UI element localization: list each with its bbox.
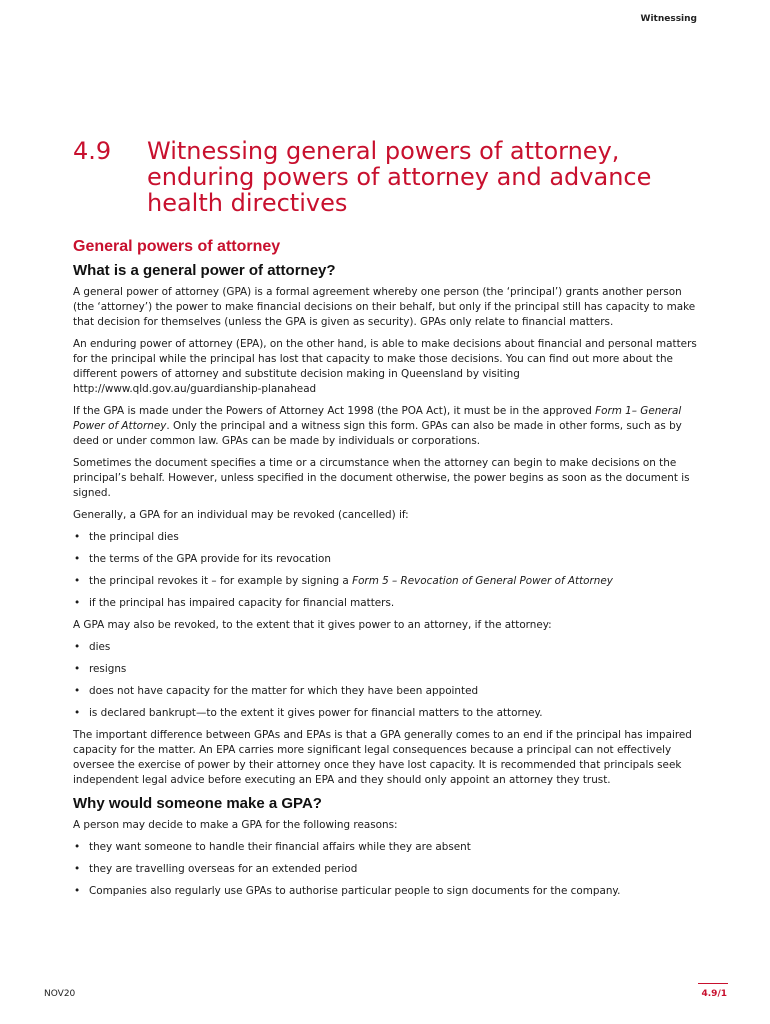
- list-item: • resigns: [73, 662, 705, 677]
- list-item: • the terms of the GPA provide for its revocation: [73, 552, 705, 567]
- list-item: • is declared bankrupt—to the extent it gives power for financial matters to the attorney.: [73, 706, 705, 721]
- paragraph: A GPA may also be revoked, to the extent that it gives power to an attorney, if the attorney:: [73, 619, 552, 631]
- paragraph: The important difference between GPAs and EPAs is that a GPA generally comes to an end if the principal has impaired capacity for the matter. An EPA carries more significant legal consequences because a principal can not effectively oversee the exercise of power by their attorney once they have lost capacity. It is recommended that principals seek independent legal advice before executing an EPA and they should only appoint an attorney they trust.: [73, 729, 692, 786]
- running-head: Witnessing: [640, 14, 697, 24]
- revocation-list: [73, 530, 705, 611]
- list-item: • they want someone to handle their financial affairs while they are absent: [73, 840, 705, 855]
- paragraph: Generally, a GPA for an individual may be revoked (cancelled) if:: [73, 509, 409, 521]
- subheading-why-make-gpa: Why would someone make a GPA?: [73, 795, 322, 812]
- paragraph: Sometimes the document specifies a time or a circumstance when the attorney can begin to make decisions on the principal’s behalf. However, unless specified in the document otherwise, the power begins as soon as the document is signed.: [73, 457, 690, 499]
- text-run: . Only the principal and a witness sign this form. GPAs can also be made in other forms, such as by deed or under common law. GPAs can be made by individuals or corporations.: [73, 420, 682, 447]
- section-title: Witnessing general powers of attorney, enduring powers of attorney and advance health directives: [147, 137, 652, 217]
- list-item: [73, 574, 705, 589]
- subheading-what-is-gpa: What is a general power of attorney?: [73, 262, 336, 279]
- form-reference: Form 5 – Revocation of General Power of Attorney: [352, 575, 613, 587]
- section-number: 4.9: [73, 137, 112, 165]
- text-run: the principal revokes it – for example by signing a: [89, 575, 353, 587]
- footer-date: NOV20: [44, 989, 76, 999]
- paragraph: A person may decide to make a GPA for the following reasons:: [73, 819, 398, 831]
- paragraph: [73, 404, 705, 449]
- footer-rule: [698, 983, 728, 984]
- page-number: 4.9/1: [701, 989, 727, 999]
- form-reference: Form 1– General Power of Attorney: [73, 405, 682, 432]
- paragraph: A general power of attorney (GPA) is a formal agreement whereby one person (the ‘principal’) grants another person (the ‘attorney’) the power to make financial decisions on their behalf, but only if the principal still has capacity to make that decision for themselves (unless the GPA is given as security). GPAs only relate to financial matters.: [73, 286, 696, 328]
- list-item: • dies: [73, 640, 705, 655]
- attorney-revocation-list: [73, 640, 705, 721]
- list-item: • the principal dies: [73, 530, 705, 545]
- section-heading: General powers of attorney: [73, 238, 281, 255]
- list-item: • Companies also regularly use GPAs to authorise particular people to sign documents for the company.: [73, 884, 705, 899]
- document-body: [73, 238, 705, 906]
- list-item: • does not have capacity for the matter for which they have been appointed: [73, 684, 705, 699]
- page-title: [73, 138, 713, 216]
- reasons-list: [73, 840, 705, 899]
- list-item: • they are travelling overseas for an extended period: [73, 862, 705, 877]
- paragraph: An enduring power of attorney (EPA), on the other hand, is able to make decisions about financial and personal matters for the principal while the principal has lost that capacity to make those decisions. You can find out more about the different powers of attorney and substitute decision making in Queensland by visiting http://www.qld.gov.au/guardianship-planahead: [73, 338, 697, 395]
- list-item: • if the principal has impaired capacity for financial matters.: [73, 596, 705, 611]
- text-run: If the GPA is made under the Powers of Attorney Act 1998 (the POA Act), it must be in the approved: [73, 405, 596, 417]
